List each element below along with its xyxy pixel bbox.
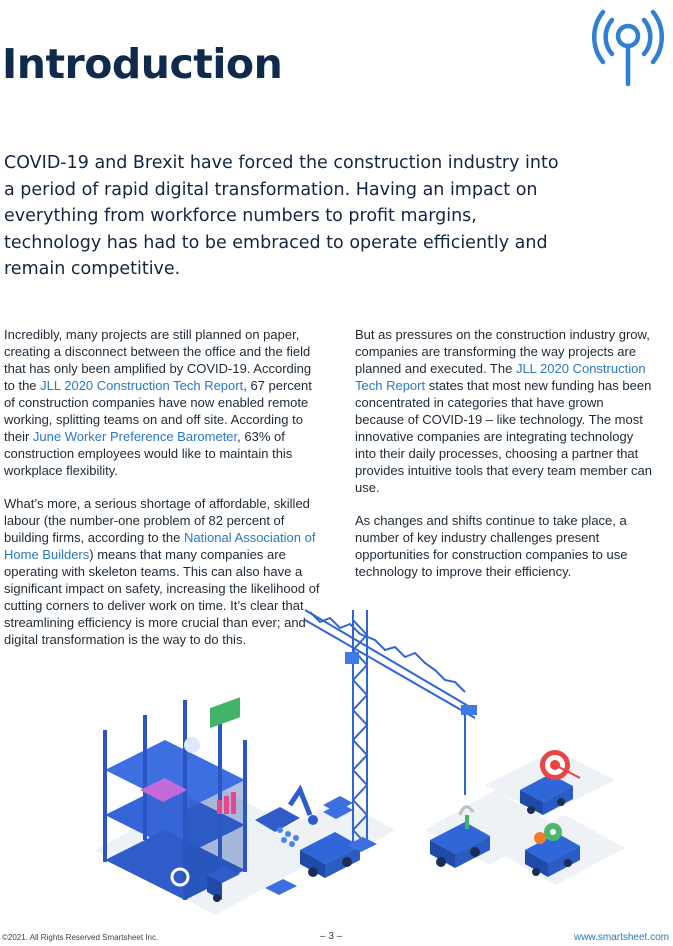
nahb-link[interactable]: National Association of Home Builders bbox=[4, 530, 316, 562]
right-column bbox=[355, 326, 655, 596]
footer-copyright: ©2021. All Rights Reserved Smartsheet Inc. bbox=[2, 933, 159, 942]
signal-antenna-icon bbox=[583, 2, 673, 88]
worker-barometer-link[interactable]: June Worker Preference Barometer bbox=[32, 429, 238, 444]
right-paragraph-1: But as pressures on the construction industry grow, companies are transforming the way projects are planned and executed. The JLL 2020 Construction Tech Report states that most new funding has been concentrated in categories that have grown because of COVID-19 – like technology. The most innovative companies are integrating technology into their daily processes, choosing a partner that provides intuitive tools that every team member can use. bbox=[355, 327, 652, 495]
page-number: – 3 – bbox=[320, 931, 343, 942]
page-title: Introduction bbox=[2, 40, 283, 88]
left-paragraph-2: What’s more, a serious shortage of affordable, skilled labour (the number-one problem of 82 percent of building firms, according to the National Association of Home Builders) means that many companies are operating with skeleton teams. This can also have a significant impact on safety, increasing the likelihood of cutting corners to deliver work on time. It’s clear that streamlining efficiency is more crucial than ever; and digital transformation is the way to do this. bbox=[4, 496, 320, 647]
footer-url-link[interactable]: www.smartsheet.com bbox=[573, 932, 669, 943]
right-paragraph-2: As changes and shifts continue to take place, a number of key industry challenges present opportunities for construction companies to use technology to improve their efficiency. bbox=[355, 513, 628, 579]
jll-report-link-2[interactable]: JLL 2020 Construction Tech Report bbox=[355, 361, 646, 393]
jll-report-link[interactable]: JLL 2020 Construction Tech Report bbox=[40, 378, 244, 393]
intro-paragraph: COVID-19 and Brexit have forced the construction industry into a period of rapid digital transformation. Having an impact on everything from workforce numbers to profit margins, technology has had to be embraced to operate efficiently and remain competitive. bbox=[4, 153, 559, 279]
left-paragraph-1: Incredibly, many projects are still planned on paper, creating a disconnect between the office and the field that has only been amplified by COVID-19. According to the JLL 2020 Construction Tech Report, 67 percent of construction companies have now enabled remote working, splitting teams on and off site. According to their June Worker Preference Barometer, 63% of construction employees would like to maintain this workplace flexibility. bbox=[4, 327, 312, 478]
construction-site-illustration bbox=[95, 600, 670, 920]
